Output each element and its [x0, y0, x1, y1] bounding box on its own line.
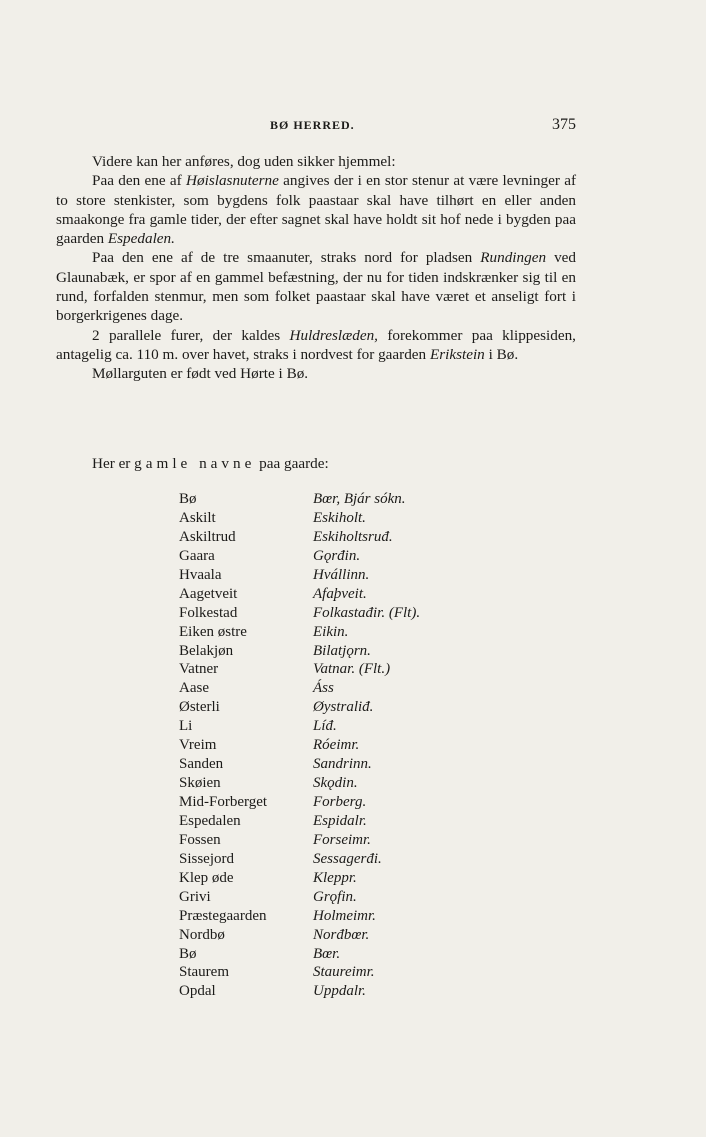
paragraph: [56, 364, 576, 383]
old-norse-name: Norđbœr.: [313, 926, 370, 943]
paragraph-text: Møllarguten er født ved Hørte i Bø.: [92, 365, 309, 383]
farm-name-row: [179, 927, 499, 946]
farm-name-row: [179, 586, 499, 605]
farm-name-row: [179, 567, 499, 586]
old-norse-name: Espidalr.: [313, 812, 367, 829]
intro-spaced: gamle navne: [134, 455, 256, 472]
farm-name: Hvaala: [179, 566, 222, 583]
old-norse-name: Staureimr.: [313, 964, 375, 981]
old-norse-name: Forseimr.: [313, 831, 371, 848]
paragraph-text: angives der i en stor stenur at være levninger af to store stenkister, som bygdens folk paastaar skal have tilhørt en eller anden smaakonge fra gamle tider, der efter sagnet skal have holdt sit hof nede i bygden paa gaarden: [56, 172, 577, 248]
paragraph-text: Paa den ene af: [92, 172, 187, 190]
farm-name-row: [179, 643, 499, 662]
names-intro: [92, 455, 329, 473]
old-norse-name: Líđ.: [313, 718, 337, 735]
old-norse-name: Afaþveit.: [313, 585, 367, 602]
farm-name-row: [179, 851, 499, 870]
old-norse-name: Sandrinn.: [313, 756, 372, 773]
farm-name-row: [179, 699, 499, 718]
farm-name-row: [179, 718, 499, 737]
farm-name: Mid-Forberget: [179, 794, 268, 810]
old-norse-name: Sessagerđi.: [313, 850, 382, 867]
farm-name-row: [179, 813, 499, 832]
old-norse-name: Áss: [313, 680, 334, 697]
old-norse-name: Øystraliđ.: [313, 699, 374, 716]
farm-name: Østerli: [179, 699, 220, 716]
paragraph-text: Paa den ene af de tre smaanuter, straks nord for pladsen: [92, 249, 481, 267]
old-norse-name: Hvállinn.: [313, 566, 370, 583]
farm-name: Bø: [179, 945, 197, 962]
running-header: [56, 116, 576, 136]
farm-name: Aase: [179, 680, 209, 697]
old-norse-name: Uppdalr.: [313, 983, 366, 1000]
farm-name-row: [179, 548, 499, 567]
farm-name: Vatner: [179, 661, 219, 678]
farm-name-row: [179, 680, 499, 699]
italic-place-name: Rundingen: [480, 249, 547, 267]
old-norse-name: Skǫdin.: [313, 775, 358, 792]
farm-name-row: [179, 775, 499, 794]
farm-name: Askiltrud: [179, 528, 236, 545]
farm-name-row: [179, 510, 499, 529]
farm-name: Askilt: [179, 509, 216, 526]
farm-name-row: [179, 661, 499, 680]
old-norse-name: Eskiholtsruđ.: [313, 528, 393, 545]
farm-name: Skøien: [179, 775, 221, 792]
intro-before: Her er: [92, 455, 135, 472]
paragraph: [56, 171, 576, 248]
old-norse-name: Gǫrđin.: [313, 547, 361, 564]
old-norse-name: Vatnar. (Flt.): [313, 661, 391, 678]
farm-name: Nordbø: [179, 926, 225, 943]
italic-place-name: Erikstein: [429, 345, 485, 363]
paragraph: [56, 152, 576, 171]
paragraph-text: ved Glaunabæk, er spor af en gammel befæstning, der nu for tiden indskrænker sig til en rund, forfalden stenmur, men som folket paastaar skal have været et anseligt fort i borgerkrigenes dage.: [56, 249, 576, 325]
old-norse-name: Folkastađir. (Flt).: [313, 604, 421, 621]
farm-name: Præstegaarden: [179, 907, 267, 924]
old-norse-name: Róeimr.: [313, 737, 360, 754]
intro-after: paa gaarde:: [255, 455, 329, 472]
old-norse-name: Eikin.: [313, 623, 349, 640]
farm-name: Grivi: [179, 888, 211, 905]
farm-name-row: [179, 529, 499, 548]
italic-place-name: Espedalen.: [107, 230, 175, 248]
italic-place-name: Huldreslæden,: [289, 326, 378, 344]
italic-place-name: Høislasnuterne: [186, 172, 279, 190]
paragraph-text: Videre kan her anføres, dog uden sikker hjemmel:: [92, 153, 396, 170]
page-number: 375: [552, 116, 576, 133]
farm-name: Belakjøn: [179, 642, 234, 659]
old-norse-name: Forberg.: [313, 794, 367, 810]
farm-name-row: [179, 756, 499, 775]
farm-name-row: [179, 964, 499, 983]
old-norse-name: Bilatjǫrn.: [313, 642, 371, 659]
farm-name: Opdal: [179, 983, 216, 1000]
farm-name-row: [179, 605, 499, 624]
farm-name-row: [179, 491, 499, 510]
farm-name-row: [179, 624, 499, 643]
farm-name-row: [179, 908, 499, 927]
farm-name-row: [179, 832, 499, 851]
farm-name-row: [179, 794, 499, 813]
farm-name: Fossen: [179, 831, 221, 848]
farm-name-row: [179, 983, 499, 1002]
old-norse-name: Kleppr.: [313, 869, 357, 886]
farm-name: Klep øde: [179, 869, 234, 886]
farm-name: Staurem: [179, 964, 229, 981]
farm-name: Espedalen: [179, 812, 241, 829]
farm-name-row: [179, 946, 499, 965]
farm-name: Sissejord: [179, 850, 235, 867]
running-title: BØ HERRED.: [270, 118, 355, 132]
paragraph-text: forekommer paa klippesiden, antagelig ca. 110 m. over havet, straks i nordvest for gaarden: [56, 326, 576, 363]
paragraph-text: 2 parallele furer, der kaldes: [92, 326, 290, 344]
farm-name: Folkestad: [179, 604, 238, 621]
old-norse-name: Bœr.: [313, 945, 341, 962]
paragraph: [56, 326, 576, 365]
old-norse-name: Holmeimr.: [313, 907, 376, 924]
farm-name-row: [179, 737, 499, 756]
old-norse-name: Bœr, Bjár sókn.: [313, 491, 406, 507]
body-text: [56, 152, 576, 384]
paragraph: [56, 248, 576, 325]
farm-names-list: [179, 491, 499, 1002]
farm-name: Eiken østre: [179, 623, 247, 640]
farm-name: Bø: [179, 491, 197, 507]
farm-name-row: [179, 889, 499, 908]
farm-name: Gaara: [179, 547, 215, 564]
old-norse-name: Grǫfin.: [313, 888, 357, 905]
farm-name: Aagetveit: [179, 585, 238, 602]
farm-name: Li: [179, 718, 193, 735]
old-norse-name: Eskiholt.: [313, 509, 366, 526]
paragraph-text: i Bø.: [484, 345, 519, 363]
farm-name: Vreim: [179, 737, 217, 754]
farm-name: Sanden: [179, 756, 224, 773]
farm-name-row: [179, 870, 499, 889]
